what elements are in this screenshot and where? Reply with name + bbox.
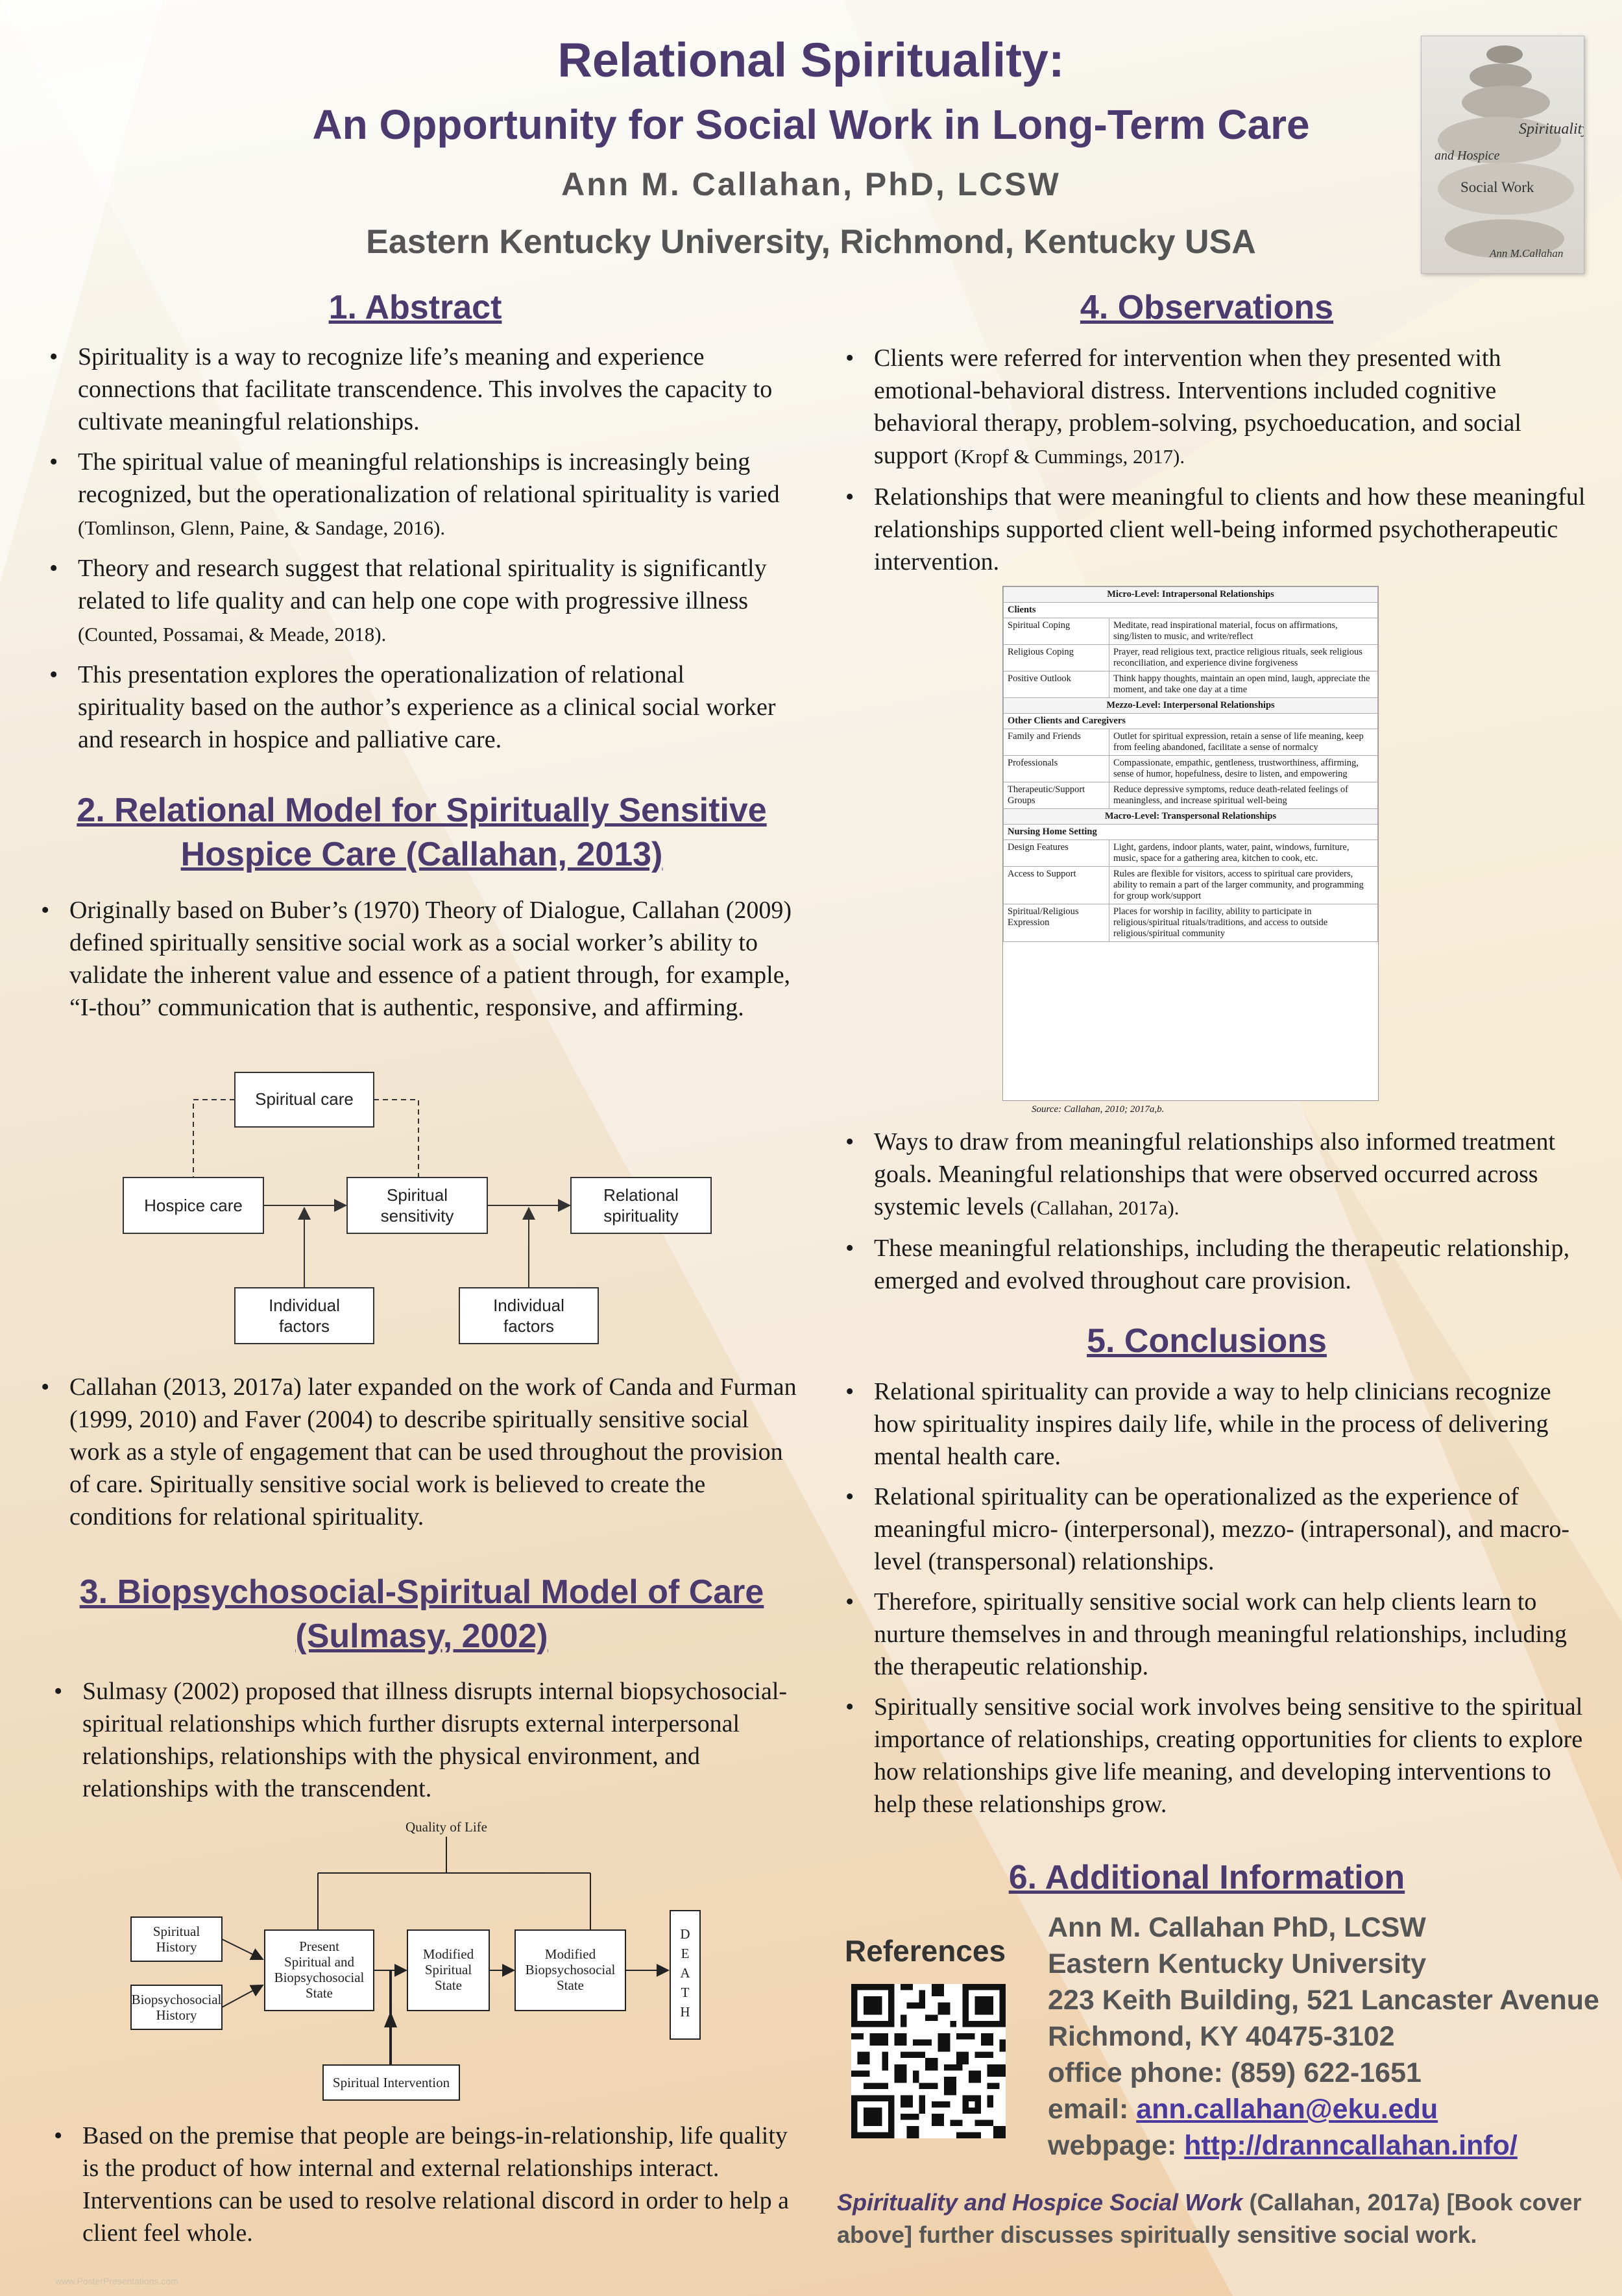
- observation-bullet: • Relationships that were meaningful to clients and how these meaningful relationships supported client well-being informed psychotherapeutic intervention.: [840, 481, 1586, 578]
- death-letter: E: [681, 1946, 690, 1961]
- contact-address-2: Richmond, KY 40475-3102: [1048, 2021, 1395, 2052]
- book-cover: [1421, 36, 1584, 274]
- book-author: Ann M.Callahan: [1490, 247, 1564, 260]
- hospice-care-label: Hospice care: [144, 1196, 243, 1215]
- sensitivity-label-2: sensitivity: [380, 1206, 454, 1226]
- indiv2-label-1: Individual: [493, 1296, 564, 1315]
- model-heading: 2. Relational Model for Spiritually Sensitive Hospice Care (Callahan, 2013): [77, 792, 767, 873]
- biopsych-bullet: • Sulmasy (2002) proposed that illness disrupts internal biopsychosocial-spiritual relationships which further disrupts external interpersonal relationships, relationships with the physical environment, and relationships with the transcendent.: [49, 1675, 801, 1805]
- observations-heading: 4. Observations: [1080, 289, 1334, 326]
- quality-of-life-label: Quality of Life: [406, 1819, 487, 1835]
- spiritual-history-2: History: [156, 1939, 197, 1955]
- relational-label-2: spirituality: [603, 1206, 679, 1226]
- stacked-stones-icon: [1422, 36, 1584, 273]
- conclusion-bullet: • Spiritually sensitive social work involves being sensitive to the spiritual importance of relationships, creating opportunities for clients to explore how relationships give life meaning, and developing interventions to help these relationships grow.: [840, 1691, 1586, 1820]
- conclusions-list: [840, 1375, 1586, 1828]
- death-letter: A: [680, 1965, 690, 1981]
- table-row: Professionals Compassionate, empathic, gentleness, trustworthiness, affirming, sense of humor, hopefulness, desire to listen, and empowering: [1004, 756, 1378, 782]
- biopsych-bullet: • Based on the premise that people are beings-in-relationship, life quality is the product of how internal and external relationships interact. Interventions can be used to resolve relational discord in order to help a client feel whole.: [49, 2120, 801, 2249]
- table-row: Religious Coping Prayer, read religious text, practice religious rituals, seek religious reconciliation, and experience divine forgiveness: [1004, 645, 1378, 671]
- mod-bio-2: Biopsychosocial: [525, 1962, 616, 1977]
- poster-title: Relational Spirituality:: [557, 33, 1065, 87]
- book-title-1: Spirituality: [1519, 121, 1584, 138]
- model-list-1: [36, 894, 801, 1032]
- present-1: Present: [299, 1939, 339, 1954]
- abstract-bullet: • The spiritual value of meaningful relationships is increasingly being recognized, but the operationalization of relational spirituality is varied (Tomlinson, Glenn, Paine, & Sandage, 2016).: [44, 446, 790, 544]
- mezzo-level-title: Mezzo-Level: Interpersonal Relationships: [1004, 698, 1378, 714]
- biopsych-list-2: [49, 2120, 801, 2257]
- relational-model-diagram: [117, 1064, 727, 1349]
- book-title-3: Social Work: [1460, 179, 1534, 195]
- mod-bio-3: State: [557, 1977, 584, 1993]
- bio-history-2: History: [156, 2007, 197, 2023]
- indiv2-label-2: factors: [503, 1316, 555, 1336]
- author-name: Ann M. Callahan, PhD, LCSW: [561, 166, 1061, 202]
- conclusion-bullet: • Relational spirituality can provide a way to help clinicians recognize how spirituality inspires daily life, while in the process of delivering mental health care.: [840, 1375, 1586, 1473]
- abstract-heading: 1. Abstract: [328, 289, 502, 326]
- table-row: Spiritual Coping Meditate, read inspirational material, focus on affirmations, sing/listen to music, and write/reflect: [1004, 618, 1378, 645]
- observations-list-1: [840, 342, 1586, 586]
- intervention-label: Spiritual Intervention: [332, 2075, 450, 2090]
- watermark: www.PosterPresentations.com: [55, 2276, 178, 2286]
- indiv1-label-1: Individual: [269, 1296, 340, 1315]
- conclusion-bullet: • Therefore, spiritually sensitive social work can help clients learn to nurture themselves in and through meaningful relationships, including the therapeutic relationship.: [840, 1586, 1586, 1683]
- spiritual-care-label: Spiritual care: [255, 1089, 354, 1109]
- table-row: Family and Friends Outlet for spiritual expression, retain a sense of life meaning, keep from feeling abandoned, facilitate a sense of normalcy: [1004, 729, 1378, 756]
- biopsychosocial-diagram: [123, 1813, 720, 2112]
- mod-spirit-3: State: [435, 1977, 462, 1993]
- death-letter: D: [680, 1926, 690, 1942]
- model-bullet: • Callahan (2013, 2017a) later expanded on the work of Canda and Furman (1999, 2010) and Faver (2004) to describe spiritually sensitive social work as a style of engagement that can be used throughout the provision of care. Spiritually sensitive social work is believed to create the conditions for relational spirituality.: [36, 1371, 801, 1533]
- book-footnote: Spirituality and Hospice Social Work (Callahan, 2017a) [Book cover above] further discusses spiritually sensitive social work.: [837, 2189, 1582, 2248]
- macro-level-title: Macro-Level: Transpersonal Relationships: [1004, 809, 1378, 825]
- relational-label-1: Relational: [603, 1185, 679, 1205]
- table-row: Therapeutic/Support Groups Reduce depressive symptoms, reduce death-related feelings of meaningless, and increase spiritual well-being: [1004, 782, 1378, 809]
- qr-code-icon[interactable]: [851, 1984, 1006, 2138]
- model-list-2: [36, 1371, 801, 1541]
- abstract-bullet: • Theory and research suggest that relational spirituality is significantly related to life quality and can help one cope with progressive illness (Counted, Possamai, & Meade, 2018).: [44, 552, 790, 651]
- table-row: Access to Support Rules are flexible for visitors, access to spiritual care providers, ability to remain a part of the larger community, and programming for group work/support: [1004, 867, 1378, 904]
- present-4: State: [306, 1985, 333, 2001]
- references-label: References: [845, 1934, 1006, 1968]
- observation-bullet: • Clients were referred for intervention when they presented with emotional-behavioral distress. Interventions included cognitive behavioral therapy, problem-solving, psychoeducation, and social support (Kropf & Cummings, 2017).: [840, 342, 1586, 473]
- bio-history-1: Biopsychosocial: [131, 1992, 222, 2007]
- email-link[interactable]: ann.callahan@eku.edu: [1136, 2094, 1438, 2125]
- present-3: Biopsychosocial: [274, 1970, 365, 1985]
- contact-email-row: email: ann.callahan@eku.edu: [1048, 2094, 1438, 2125]
- poster-subtitle: An Opportunity for Social Work in Long-Term Care: [312, 101, 1310, 148]
- biopsych-heading: 3. Biopsychosocial-Spiritual Model of Care (Sulmasy, 2002): [79, 1573, 764, 1655]
- table-row: Design Features Light, gardens, indoor plants, water, paint, windows, furniture, music, space for a gathering area, kitchen to cook, etc.: [1004, 840, 1378, 867]
- contact-phone: office phone: (859) 622-1651: [1048, 2057, 1422, 2088]
- conclusions-heading: 5. Conclusions: [1087, 1322, 1327, 1360]
- webpage-link[interactable]: http://dranncallahan.info/: [1184, 2130, 1518, 2161]
- spiritual-history-1: Spiritual: [152, 1924, 200, 1939]
- contact-web-row: webpage: http://dranncallahan.info/: [1048, 2130, 1518, 2161]
- death-letter: H: [680, 2004, 690, 2020]
- mod-spirit-1: Modified: [422, 1946, 474, 1962]
- death-letter: T: [681, 1985, 690, 2000]
- abstract-bullet: • Spirituality is a way to recognize life’s meaning and experience connections that facilitate transcendence. This involves the capacity to cultivate meaningful relationships.: [44, 341, 790, 438]
- book-title-2: and Hospice: [1434, 149, 1500, 163]
- observation-bullet: • Ways to draw from meaningful relationships also informed treatment goals. Meaningful relationships that were observed occurred across systemic levels (Callahan, 2017a).: [840, 1126, 1586, 1224]
- macro-group: Nursing Home Setting: [1004, 825, 1378, 840]
- observations-list-2: [840, 1126, 1586, 1305]
- indiv1-label-2: factors: [278, 1316, 330, 1336]
- abstract-list: [44, 341, 790, 764]
- present-2: Spiritual and: [284, 1954, 354, 1970]
- micro-level-title: Micro-Level: Intrapersonal Relationships: [1004, 587, 1378, 603]
- relationships-table: [1002, 586, 1379, 1101]
- conclusion-bullet: • Relational spirituality can be operationalized as the experience of meaningful micro- (interpersonal), mezzo- (intrapersonal), and macro-level (transpersonal) relationships.: [840, 1480, 1586, 1578]
- sensitivity-label-1: Spiritual: [387, 1185, 448, 1205]
- affiliation: Eastern Kentucky University, Richmond, Kentucky USA: [366, 223, 1256, 261]
- table-row: Positive Outlook Think happy thoughts, maintain an open mind, laugh, appreciate the moment, and take one day at a time: [1004, 671, 1378, 698]
- contact-name: Ann M. Callahan PhD, LCSW: [1048, 1912, 1426, 1943]
- table-source: Source: Callahan, 2010; 2017a,b.: [1032, 1104, 1165, 1115]
- micro-group: Clients: [1004, 603, 1378, 618]
- table-row: Spiritual/Religious Expression Places for worship in facility, ability to participate in religious/spiritual rituals/traditions, and access to outside religious/spiritual community: [1004, 904, 1378, 942]
- biopsych-list-1: [49, 1675, 801, 1813]
- contact-address-1: 223 Keith Building, 521 Lancaster Avenue: [1048, 1985, 1599, 2016]
- contact-info: [1048, 1909, 1599, 2164]
- abstract-bullet: • This presentation explores the operationalization of relational spirituality based on the author’s experience as a clinical social worker and research in hospice and palliative care.: [44, 659, 790, 756]
- observation-bullet: • These meaningful relationships, including the therapeutic relationship, emerged and evolved throughout care provision.: [840, 1232, 1586, 1297]
- mezzo-group: Other Clients and Caregivers: [1004, 714, 1378, 729]
- model-bullet: • Originally based on Buber’s (1970) Theory of Dialogue, Callahan (2009) defined spiritually sensitive social work as a social worker’s ability to validate the inherent value and essence of a patient through, for example, “I-thou” communication that is authentic, responsive, and affirming.: [36, 894, 801, 1024]
- contact-org: Eastern Kentucky University: [1048, 1948, 1427, 1979]
- mod-spirit-2: Spiritual: [424, 1962, 472, 1977]
- additional-info-heading: 6. Additional Information: [1008, 1859, 1405, 1896]
- mod-bio-1: Modified: [544, 1946, 596, 1962]
